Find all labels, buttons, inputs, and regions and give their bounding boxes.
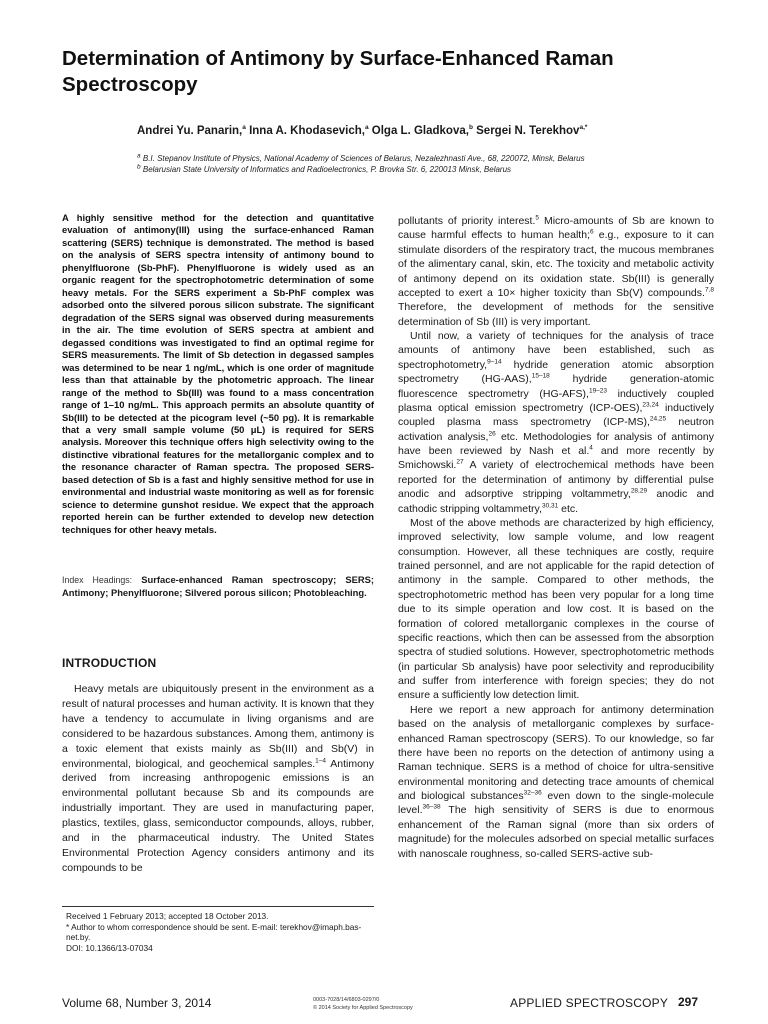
footnotes	[62, 906, 374, 953]
affiliation-b	[137, 164, 757, 175]
author-list	[137, 125, 737, 137]
index-headings-terms: Surface-enhanced Raman spectroscopy; SERS; Antimony; Phenylfluorone; Silvered porous silicon; Photobleaching.	[62, 574, 374, 598]
journal-name: APPLIED SPECTROSCOPY	[510, 996, 669, 1010]
article-title: Determination of Antimony by Surface-Enhanced Raman Spectroscopy	[62, 47, 614, 96]
body-paragraph: Here we report a new approach for antimony determination based on the analysis of metallorganic complexes by surface-enhanced Raman spectroscopy (SERS). To our knowledge, so far there have been no reports on the detection of antimony using a Raman technique. SERS is a method of choice for ultra-sensitive environmental monitoring and detecting trace amounts of chemical and biological substances$^{32-36}$ even down to the single-molecule level.$^{36-38}$ The high sensitivity of SERS is due to enormous enhancement of the Raman signal (more than six orders of magnitude) for the molecules adsorbed on special metallic surfaces with nanoscale roughness, so-called SERS-active sub-	[398, 703, 715, 860]
section-heading-introduction: INTRODUCTION	[62, 656, 157, 670]
citation-superscript: 4	[589, 444, 593, 452]
index-headings-label: Index Headings:	[62, 575, 133, 585]
citation-superscript: 28,29	[630, 487, 648, 495]
citation-superscript: 19–23	[588, 387, 608, 394]
copyright-block	[313, 996, 413, 1012]
citation-superscript: 6	[589, 228, 594, 236]
citation-superscript: 24,25	[649, 415, 667, 423]
citation-superscript: 36–38	[422, 803, 441, 811]
citation-superscript: 23,24	[642, 401, 659, 409]
citation-superscript: 27	[456, 458, 464, 466]
introduction-paragraph: Heavy metals are ubiquitously present in the environment as a result of natural processes and human activity. It is known that they have a tendency to accumulate in living organisms and are considered to be hazardous substances. Among them, antimony is a toxic element that exists mainly as Sb(III) and Sb(V) in environmental, biological, and geochemical samples.$^{1-4}$ Antimony derived from increasing anthropogenic emissions is an environmental pollutant because Sb and its compounds are industrially important. They are used in manufacturing paper, plastics, textiles, glass, semiconductor compounds, alloys, rubber, and in the pharmaceutical industry. The United States Environmental Protection Agency considers antimony and its compounds to be	[62, 683, 374, 874]
affiliation-mark: a	[137, 152, 141, 160]
issn-code: 0003-7028/14/6803-0297/0	[313, 997, 380, 1003]
index-headings	[62, 574, 374, 599]
citation-superscript: 32–36	[523, 789, 542, 797]
author-affiliation-mark: a,*	[579, 124, 588, 132]
body-paragraph: Most of the above methods are characterized by high efficiency, improved selectivity, low sample volume, and low reagent consumption. However, all these techniques are costly, require trained personnel, and are not applicable for the rapid detection of antimony in the sample. Compared to other methods, the spectrophotometric method has been very popular for a long time due to its simple operation and low cost. It is based on the formation of colored metallorganic complexes in the course of specific reactions, which then can be assessed from the absorption spectra of studied solutions. However, spectrophotometric methods (in particular Sb analysis) have poor selectivity and reproducibility and suffer from interference with foreign species; they do not ensure a sufficiently low detection limit.	[398, 516, 714, 702]
body-paragraph: Until now, a variety of techniques for the analysis of trace amounts of antimony have been established, such as spectrophotometry,$^{9-14}$ hydride generation atomic absorption spectrometry (HG-AAS),$^{15-18}$ hydride generation-atomic fluorescence spectrometry (HG-AFS),$^{19-23}$ inductively coupled plasma optical emission spectrometry (ICP-OES),$^{23,24}$ inductively coupled plasma mass spectrometry (ICP-MS),$^{24,25}$ neutron activation analysis,$^{26}$ etc. Methodologies for analysis of antimony have been reviewed by Nash et al.$^4$ and more recently by Smichowski.$^{27}$ A variety of electrochemical methods have been reported for the determination of antimony by differential pulse anodic and adsorptive stripping voltammetry,$^{28,29}$ anodic and cathodic stripping voltammetry,$^{30,31}$ etc.	[398, 330, 715, 515]
author-name: Inna A. Khodasevich,	[249, 125, 365, 137]
copyright-notice: © 2014 Society for Applied Spectroscopy	[313, 1005, 413, 1011]
author-affiliation-mark: a	[242, 124, 246, 132]
page-number: 297	[678, 995, 699, 1009]
body-paragraph: pollutants of priority interest.$^5$ Micro-amounts of Sb are known to cause harmful effects to human health;$^6$ e.g., exposure to it can stimulate disorders of the respiratory tract, the mucous membranes of the alimentary canal, skin, etc. The toxicity and metabolic activity of antimony depend on its oxidation state. Sb(III) is generally accepted to exert a 10× higher toxicity than Sb(V) compounds.$^{7,8}$ Therefore, the development of methods for the sensitive determination of Sb (III) is very important.	[398, 214, 714, 328]
citation-superscript: 1–4	[315, 757, 327, 765]
affiliation-a	[137, 153, 757, 164]
received-date-note: Received 1 February 2013; accepted 18 October 2013.	[66, 911, 269, 921]
doi-note: DOI: 10.1366/13-07034	[66, 942, 153, 953]
correspondence-note: * Author to whom correspondence should be sent. E-mail: terekhov@imaph.bas-net.by.	[66, 921, 362, 943]
citation-superscript: 26	[488, 430, 496, 438]
author-name: Sergei N. Terekhov	[476, 125, 580, 137]
citation-superscript: 15–18	[531, 372, 550, 380]
affiliation-text: Belarusian State University of Informatics and Radioelectronics, P. Brovka Str. 6, 220013 Minsk, Belarus	[142, 165, 512, 174]
citation-superscript: 9–14	[487, 358, 502, 366]
affiliation-text: B.I. Stepanov Institute of Physics, National Academy of Sciences of Belarus, Nezalezhnasti Ave., 68, 220072, Minsk, Belarus	[142, 154, 585, 163]
abstract: A highly sensitive method for the detection and quantitative evaluation of antimony(III) using the surface-enhanced Raman scattering (SERS) technique is demonstrated. The method is based on the analysis of SERS spectra intensity of antimony bound to phenylfluorone (Sb-PhF). Phenylfluorone is widely used as an organic reagent for the spectrophotometric determination of some heavy metals. For the SERS experiment a Sb-PhF complex was adsorbed onto the silvered porous silicon substrate. The significant degradation of the SERS signal was observed during measurements in the air. The time evolution of SERS spectra at ambient and degassed conditions was investigated to find an optimal regime for SERS measurements. The limit of Sb detection in degassed samples was determined to be near 1 ng/mL, which is one order of magnitude less than that attainable by the photometric approach. The linear range of the method to Sb(III) was found to a mass concentration range of 1–10 ng/mL. This approach permits an absolute quantity of Sb(III) to be detected at the picogram level (~50 pg). It is remarkable that a very small sample volume (50 μL) is required for SERS analysis. Moreover this technique offers high selectivity owing to the distinctive vibrational features for the metallorganic complex and to the resonance character of Raman spectra. The proposed SERS-based detection of Sb is a fast and highly sensitive method for use in environmental and industrial waste monitoring as well as for forensic science to determine gunshot residue. We expect that the approach reported herein can be further extended to develop new detection techniques for other heavy metals.	[62, 212, 374, 535]
citation-superscript: 30,31	[541, 502, 559, 509]
affiliation-mark: b	[137, 163, 141, 171]
author-affiliation-mark: b	[468, 124, 473, 132]
volume-info: Volume 68, Number 3, 2014	[62, 996, 212, 1010]
author-name: Andrei Yu. Panarin,	[137, 125, 243, 137]
right-column	[398, 214, 714, 861]
author-name: Olga L. Gladkova,	[371, 125, 469, 137]
citation-superscript: 7,8	[704, 286, 714, 294]
citation-superscript: 5	[535, 214, 540, 222]
author-affiliation-mark: a	[364, 124, 369, 132]
